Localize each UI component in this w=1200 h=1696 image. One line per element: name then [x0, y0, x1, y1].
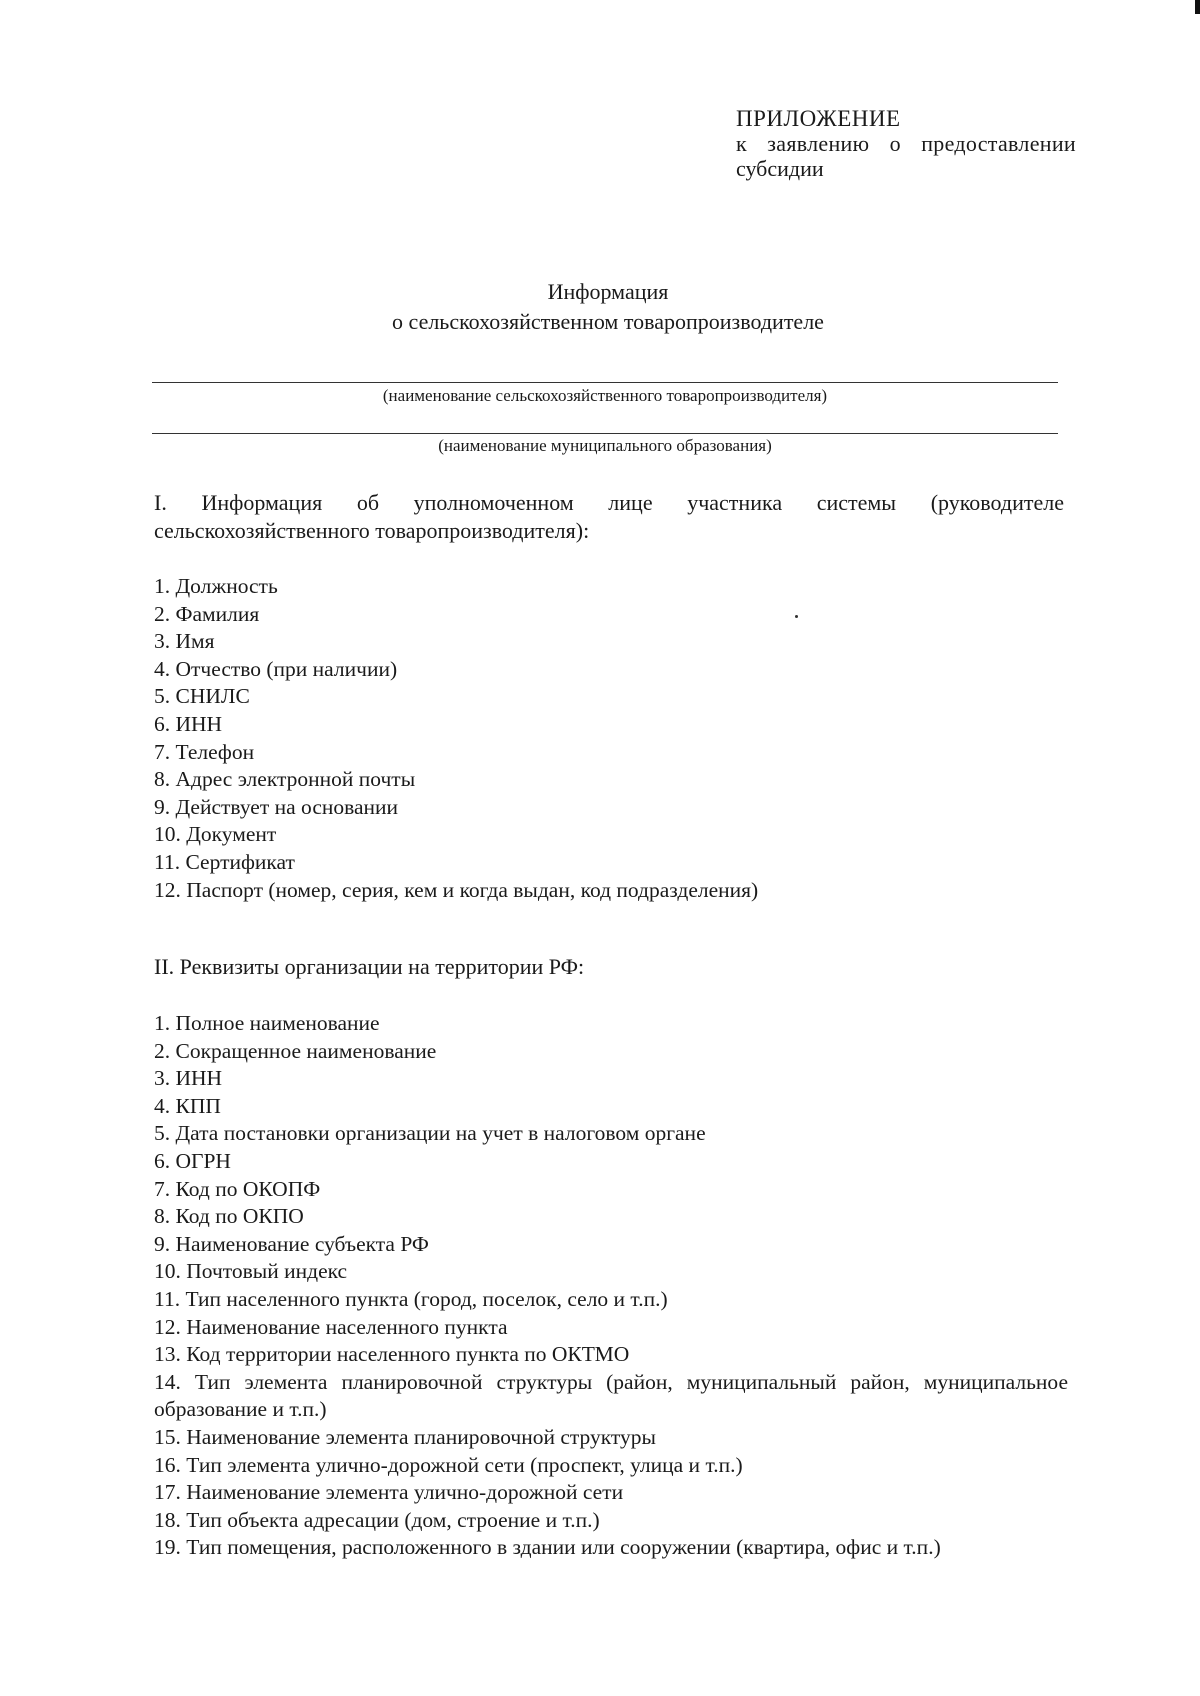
- appendix-line-2: субсидии: [736, 156, 824, 181]
- list-item: 17. Наименование элемента улично-дорожной сети: [154, 1480, 624, 1505]
- appendix-title: ПРИЛОЖЕНИЕ: [736, 106, 901, 131]
- section-2-list: [154, 1010, 1068, 1589]
- list-item: 12. Наименование населенного пункта: [154, 1314, 508, 1339]
- producer-name-line: [152, 382, 1058, 383]
- list-item: 7. Телефон: [154, 739, 255, 764]
- list-item: 4. Отчество (при наличии): [154, 656, 398, 681]
- list-item: 6. ИНН: [154, 711, 223, 736]
- list-item: 19. Тип помещения, расположенного в здании или сооружении (квартира, офис и т.п.): [154, 1535, 941, 1560]
- scan-speck: [795, 615, 798, 618]
- list-item: 7. Код по ОКОПФ: [154, 1176, 321, 1201]
- section-1-list: [154, 573, 1068, 904]
- list-item: 14. Тип элемента планировочной структуры (район, муниципальный район, муниципальное образование и т.п.): [154, 1369, 1068, 1422]
- list-item: 13. Код территории населенного пункта по ОКТМО: [154, 1342, 630, 1367]
- list-item: 15. Наименование элемента планировочной структуры: [154, 1424, 656, 1449]
- scan-corner-mark: [1195, 0, 1200, 14]
- list-item: 3. ИНН: [154, 1066, 223, 1091]
- list-item: 5. Дата постановки организации на учет в налоговом органе: [154, 1121, 706, 1146]
- list-item: 1. Должность: [154, 574, 278, 598]
- list-item: 11. Тип населенного пункта (город, поселок, село и т.п.): [154, 1286, 668, 1311]
- list-item: 3. Имя: [154, 629, 215, 654]
- producer-name-caption: (наименование сельскохозяйственного товаропроизводителя): [382, 386, 828, 405]
- list-item: 2. Сокращенное наименование: [154, 1038, 437, 1063]
- list-item: 6. ОГРН: [154, 1148, 231, 1173]
- list-item: 11. Сертификат: [154, 849, 295, 874]
- list-item: 10. Документ: [154, 822, 277, 847]
- document-title-line-1: Информация: [547, 279, 669, 304]
- list-item: 4. КПП: [154, 1093, 221, 1118]
- list-item: 16. Тип элемента улично-дорожной сети (проспект, улица и т.п.): [154, 1452, 743, 1477]
- list-item: 9. Наименование субъекта РФ: [154, 1231, 429, 1256]
- list-item: 9. Действует на основании: [154, 794, 399, 819]
- list-item: 18. Тип объекта адресации (дом, строение и т.п.): [154, 1507, 600, 1532]
- appendix-block: [736, 106, 1076, 181]
- list-item: 1. Полное наименование: [154, 1011, 380, 1035]
- list-item: 2. Фамилия: [154, 601, 260, 626]
- section-1-heading: I. Информация об уполномоченном лице участника системы (руководителе сельскохозяйственного товаропроизводителя):: [154, 490, 1064, 543]
- municipality-name-caption: (наименование муниципального образования): [438, 436, 772, 455]
- list-item: 8. Код по ОКПО: [154, 1204, 304, 1229]
- section-2-heading: II. Реквизиты организации на территории РФ:: [154, 954, 585, 979]
- list-item: 12. Паспорт (номер, серия, кем и когда выдан, код подразделения): [154, 877, 759, 902]
- appendix-line-1: к заявлению о предоставлении: [736, 131, 1076, 156]
- list-item: 5. СНИЛС: [154, 684, 250, 709]
- list-item: 8. Адрес электронной почты: [154, 767, 416, 792]
- list-item: 10. Почтовый индекс: [154, 1259, 348, 1284]
- document-title: [0, 277, 1200, 337]
- document-title-line-2: о сельскохозяйственном товаропроизводителе: [392, 309, 824, 334]
- municipality-name-line: [152, 433, 1058, 434]
